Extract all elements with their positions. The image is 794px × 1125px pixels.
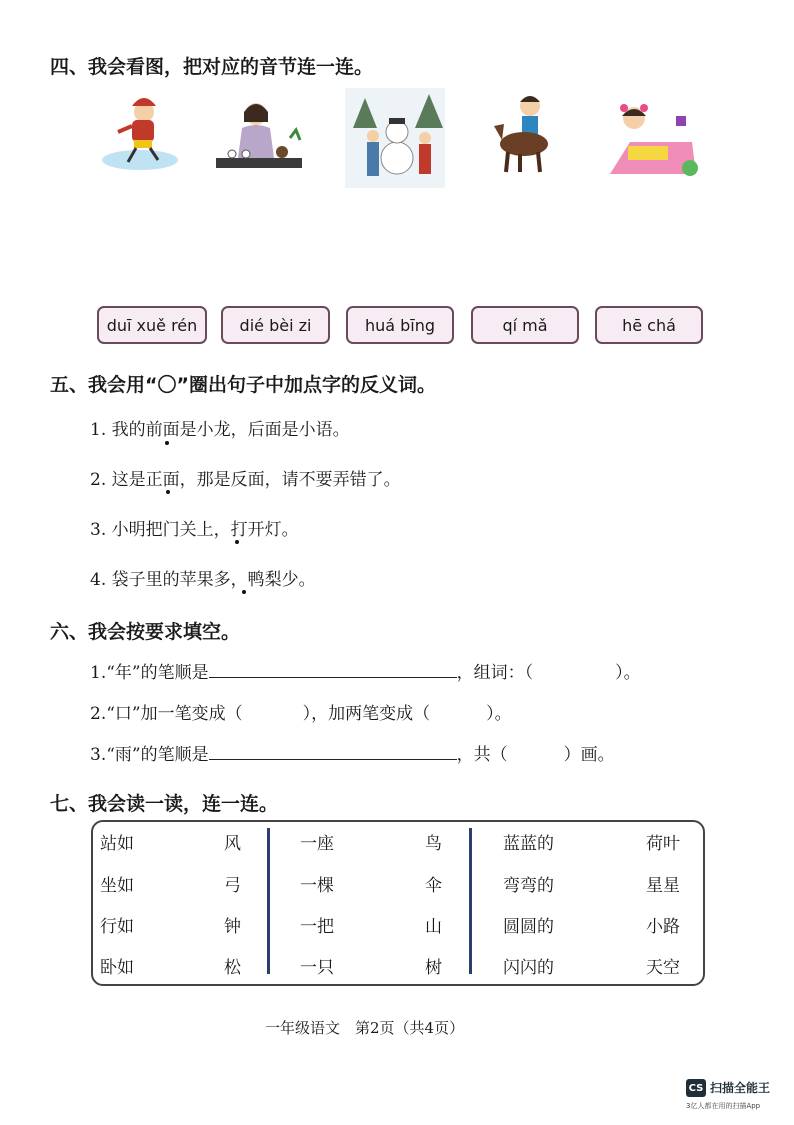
section6-question-3: [90, 740, 615, 765]
q1-stroke-order-blank[interactable]: [209, 677, 457, 678]
section7-title: 七、我会读一读，连一连。: [50, 793, 279, 815]
g1-left-2[interactable]: 坐如: [100, 876, 134, 896]
g1-left-4[interactable]: 卧如: [100, 958, 134, 978]
g3-left-4[interactable]: 闪闪的: [503, 958, 554, 978]
g3-right-4[interactable]: 天空: [646, 958, 680, 978]
g3-left-2[interactable]: 弯弯的: [503, 876, 554, 896]
emphasis-dot-guan: [235, 540, 239, 544]
girl-folding-quilt-illustration: [600, 88, 704, 188]
section4-title: 四、我会看图，把对应的音节连一连。: [50, 56, 374, 78]
g1-right-4[interactable]: 松: [224, 958, 241, 978]
watermark-tagline: 3亿人都在用的扫描App: [686, 1102, 761, 1110]
g2-right-2[interactable]: 伞: [425, 876, 442, 896]
section6-question-2: [90, 699, 512, 724]
g1-left-3[interactable]: 行如: [100, 917, 134, 937]
q3-middle: ，共（: [456, 745, 508, 765]
pinyin-card-2[interactable]: dié bèi zi: [221, 306, 330, 344]
q3-stroke-order-blank[interactable]: [209, 759, 457, 760]
snowman-scene-illustration: [345, 88, 445, 188]
pinyin-card-4[interactable]: qí mǎ: [471, 306, 579, 344]
q3-suffix: ）画。: [563, 745, 615, 765]
page-footer: 一年级语文 第2页（共4页）: [265, 1019, 465, 1037]
girl-skating-illustration: [100, 88, 180, 188]
pinyin-card-3[interactable]: huá bīng: [346, 306, 454, 344]
section5-item-1: 1. 我的前面是小龙，后面是小语。: [90, 420, 350, 440]
q2-middle: ），加两笔变成（: [302, 704, 431, 724]
g1-right-2[interactable]: 弓: [224, 876, 241, 896]
q3-prefix: 3.“雨”的笔顺是: [90, 745, 209, 765]
g2-left-1[interactable]: 一座: [300, 834, 334, 854]
g3-left-3[interactable]: 圆圆的: [503, 917, 554, 937]
section6-title: 六、我会按要求填空。: [50, 621, 241, 643]
section5-item-2: 2. 这是正面，那是反面，请不要弄错了。: [90, 470, 401, 490]
pinyin-card-5[interactable]: hē chá: [595, 306, 703, 344]
column-separator-2: [469, 828, 472, 974]
column-separator-1: [267, 828, 270, 974]
g3-right-1[interactable]: 荷叶: [646, 834, 680, 854]
q2-suffix: ）。: [486, 704, 512, 724]
g2-right-1[interactable]: 鸟: [425, 834, 442, 854]
q1-prefix: 1.“年”的笔顺是: [90, 663, 209, 683]
section5-item-3: 3. 小明把门关上，打开灯。: [90, 520, 299, 540]
section5-item-4: 4. 袋子里的苹果多，鸭梨少。: [90, 570, 316, 590]
camscanner-logo: CS: [686, 1079, 706, 1097]
watermark-brand: 扫描全能王: [710, 1081, 771, 1095]
g3-left-1[interactable]: 蓝蓝的: [503, 834, 554, 854]
g1-left-1[interactable]: 站如: [100, 834, 134, 854]
emphasis-dot-zheng: [166, 490, 170, 494]
matching-table: [91, 820, 705, 986]
section5-title: 五、我会用“〇”圈出句子中加点字的反义词。: [50, 374, 436, 396]
g2-left-3[interactable]: 一把: [300, 917, 334, 937]
q1-suffix: ）。: [615, 663, 641, 683]
q2-prefix: 2.“口”加一笔变成（: [90, 704, 243, 724]
g1-right-3[interactable]: 钟: [224, 917, 241, 937]
emphasis-dot-qian: [165, 441, 169, 445]
g1-right-1[interactable]: 风: [224, 834, 241, 854]
g2-left-2[interactable]: 一棵: [300, 876, 334, 896]
g2-right-3[interactable]: 山: [425, 917, 442, 937]
g2-right-4[interactable]: 树: [425, 958, 442, 978]
q1-middle: ，组词：（: [456, 663, 534, 683]
boy-riding-horse-illustration: [490, 88, 560, 188]
g3-right-2[interactable]: 星星: [646, 876, 680, 896]
g2-left-4[interactable]: 一只: [300, 958, 334, 978]
emphasis-dot-duo: [242, 590, 246, 594]
girl-pouring-tea-illustration: [212, 88, 308, 188]
pinyin-card-1[interactable]: duī xuě rén: [97, 306, 207, 344]
section6-question-1: [90, 658, 641, 683]
g3-right-3[interactable]: 小路: [646, 917, 680, 937]
